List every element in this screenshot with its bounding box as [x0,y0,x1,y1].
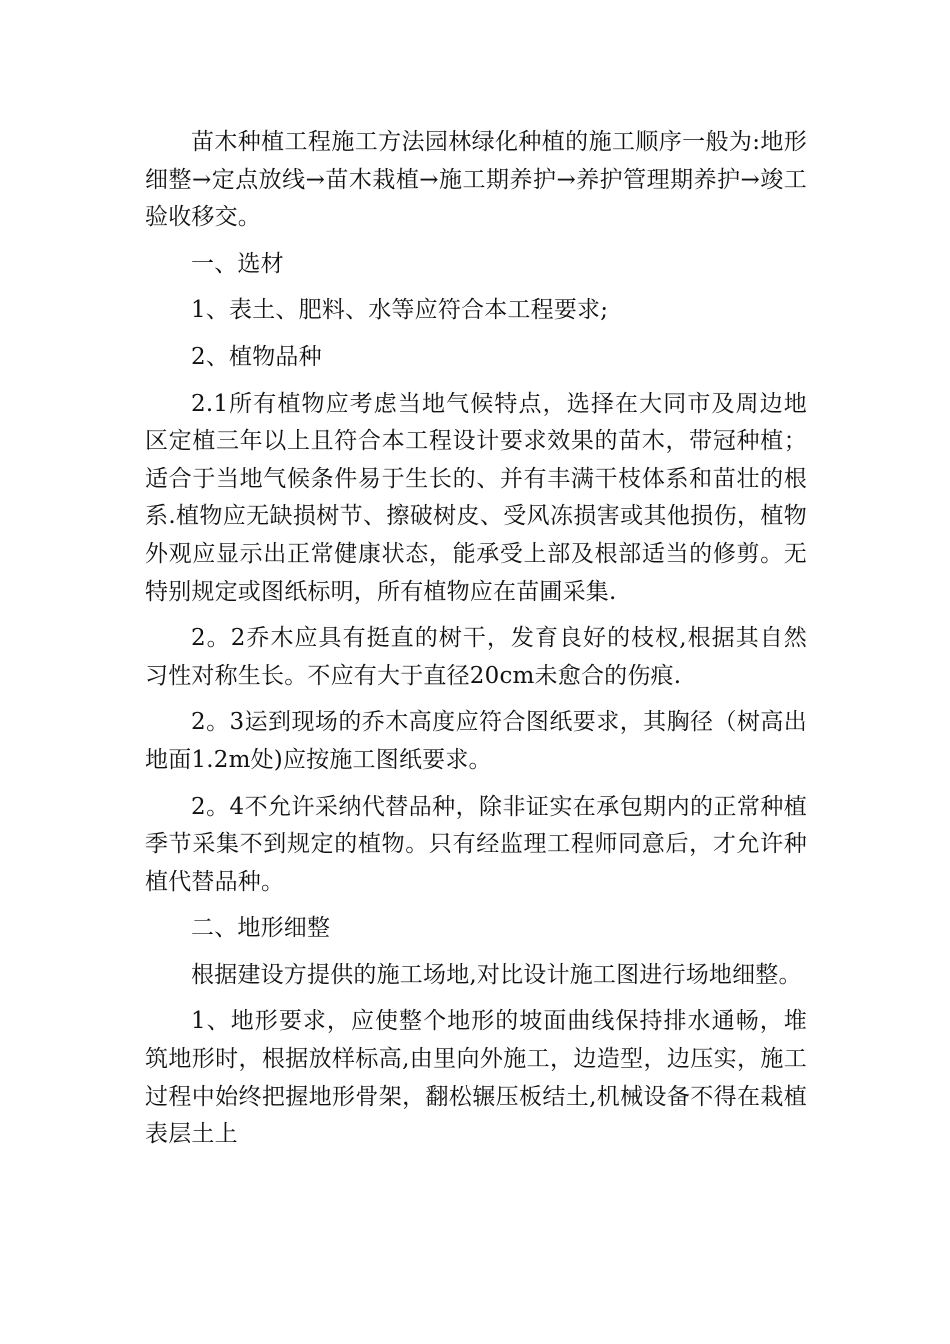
paragraph-item-1: 1、表土、肥料、水等应符合本工程要求; [191,297,609,324]
paragraph-item-2-4: 2。4不允许采纳代替品种，除非证实在承包期内的正常种植季节采集不到规定的植物。只有经监理工程师同意后，才允许种植代替品种。 [145,793,807,895]
paragraph-terrain-item-1: 1、地形要求，应使整个地形的坡面曲线保持排水通畅，堆筑地形时，根据放样标高,由里向外施工，边造型，边压实，施工过程中始终把握地形骨架，翻松辗压板结土,机械设备不得在栽植表层土上 [145,1008,807,1148]
paragraph-item-2-1: 2.1所有植物应考虑当地气候特点，选择在大同市及周边地区定植三年以上且符合本工程设计要求效果的苗木，带冠种植；适合于当地气候条件易于生长的、并有丰满干枝体系和苗壮的根系.植物应无缺损树节、擦破树皮、受风冻损害或其他损伤，植物外观应显示出正常健康状态，能承受上部及根部适当的修剪。无特别规定或图纸标明，所有植物应在苗圃采集. [145,390,807,605]
paragraph-terrain-intro: 根据建设方提供的施工场地,对比设计施工图进行场地细整。 [191,961,802,988]
paragraph-item-2: 2、植物品种 [191,343,322,370]
paragraph-item-2-2: 2。2乔木应具有挺直的树干，发育良好的枝杈,根据其自然习性对称生长。不应有大于直径20cm未愈合的伤痕. [145,625,807,689]
document-body [145,124,807,1163]
paragraph-item-2-3: 2。3运到现场的乔木高度应符合图纸要求，其胸径（树高出地面1.2m处)应按施工图纸要求。 [145,709,807,773]
heading-material-selection: 一、选材 [191,250,284,277]
heading-terrain-grading: 二、地形细整 [191,915,331,942]
paragraph-intro: 苗木种植工程施工方法园林绿化种植的施工顺序一般为:地形细整→定点放线→苗木栽植→施工期养护→养护管理期养护→竣工验收移交。 [145,129,807,231]
